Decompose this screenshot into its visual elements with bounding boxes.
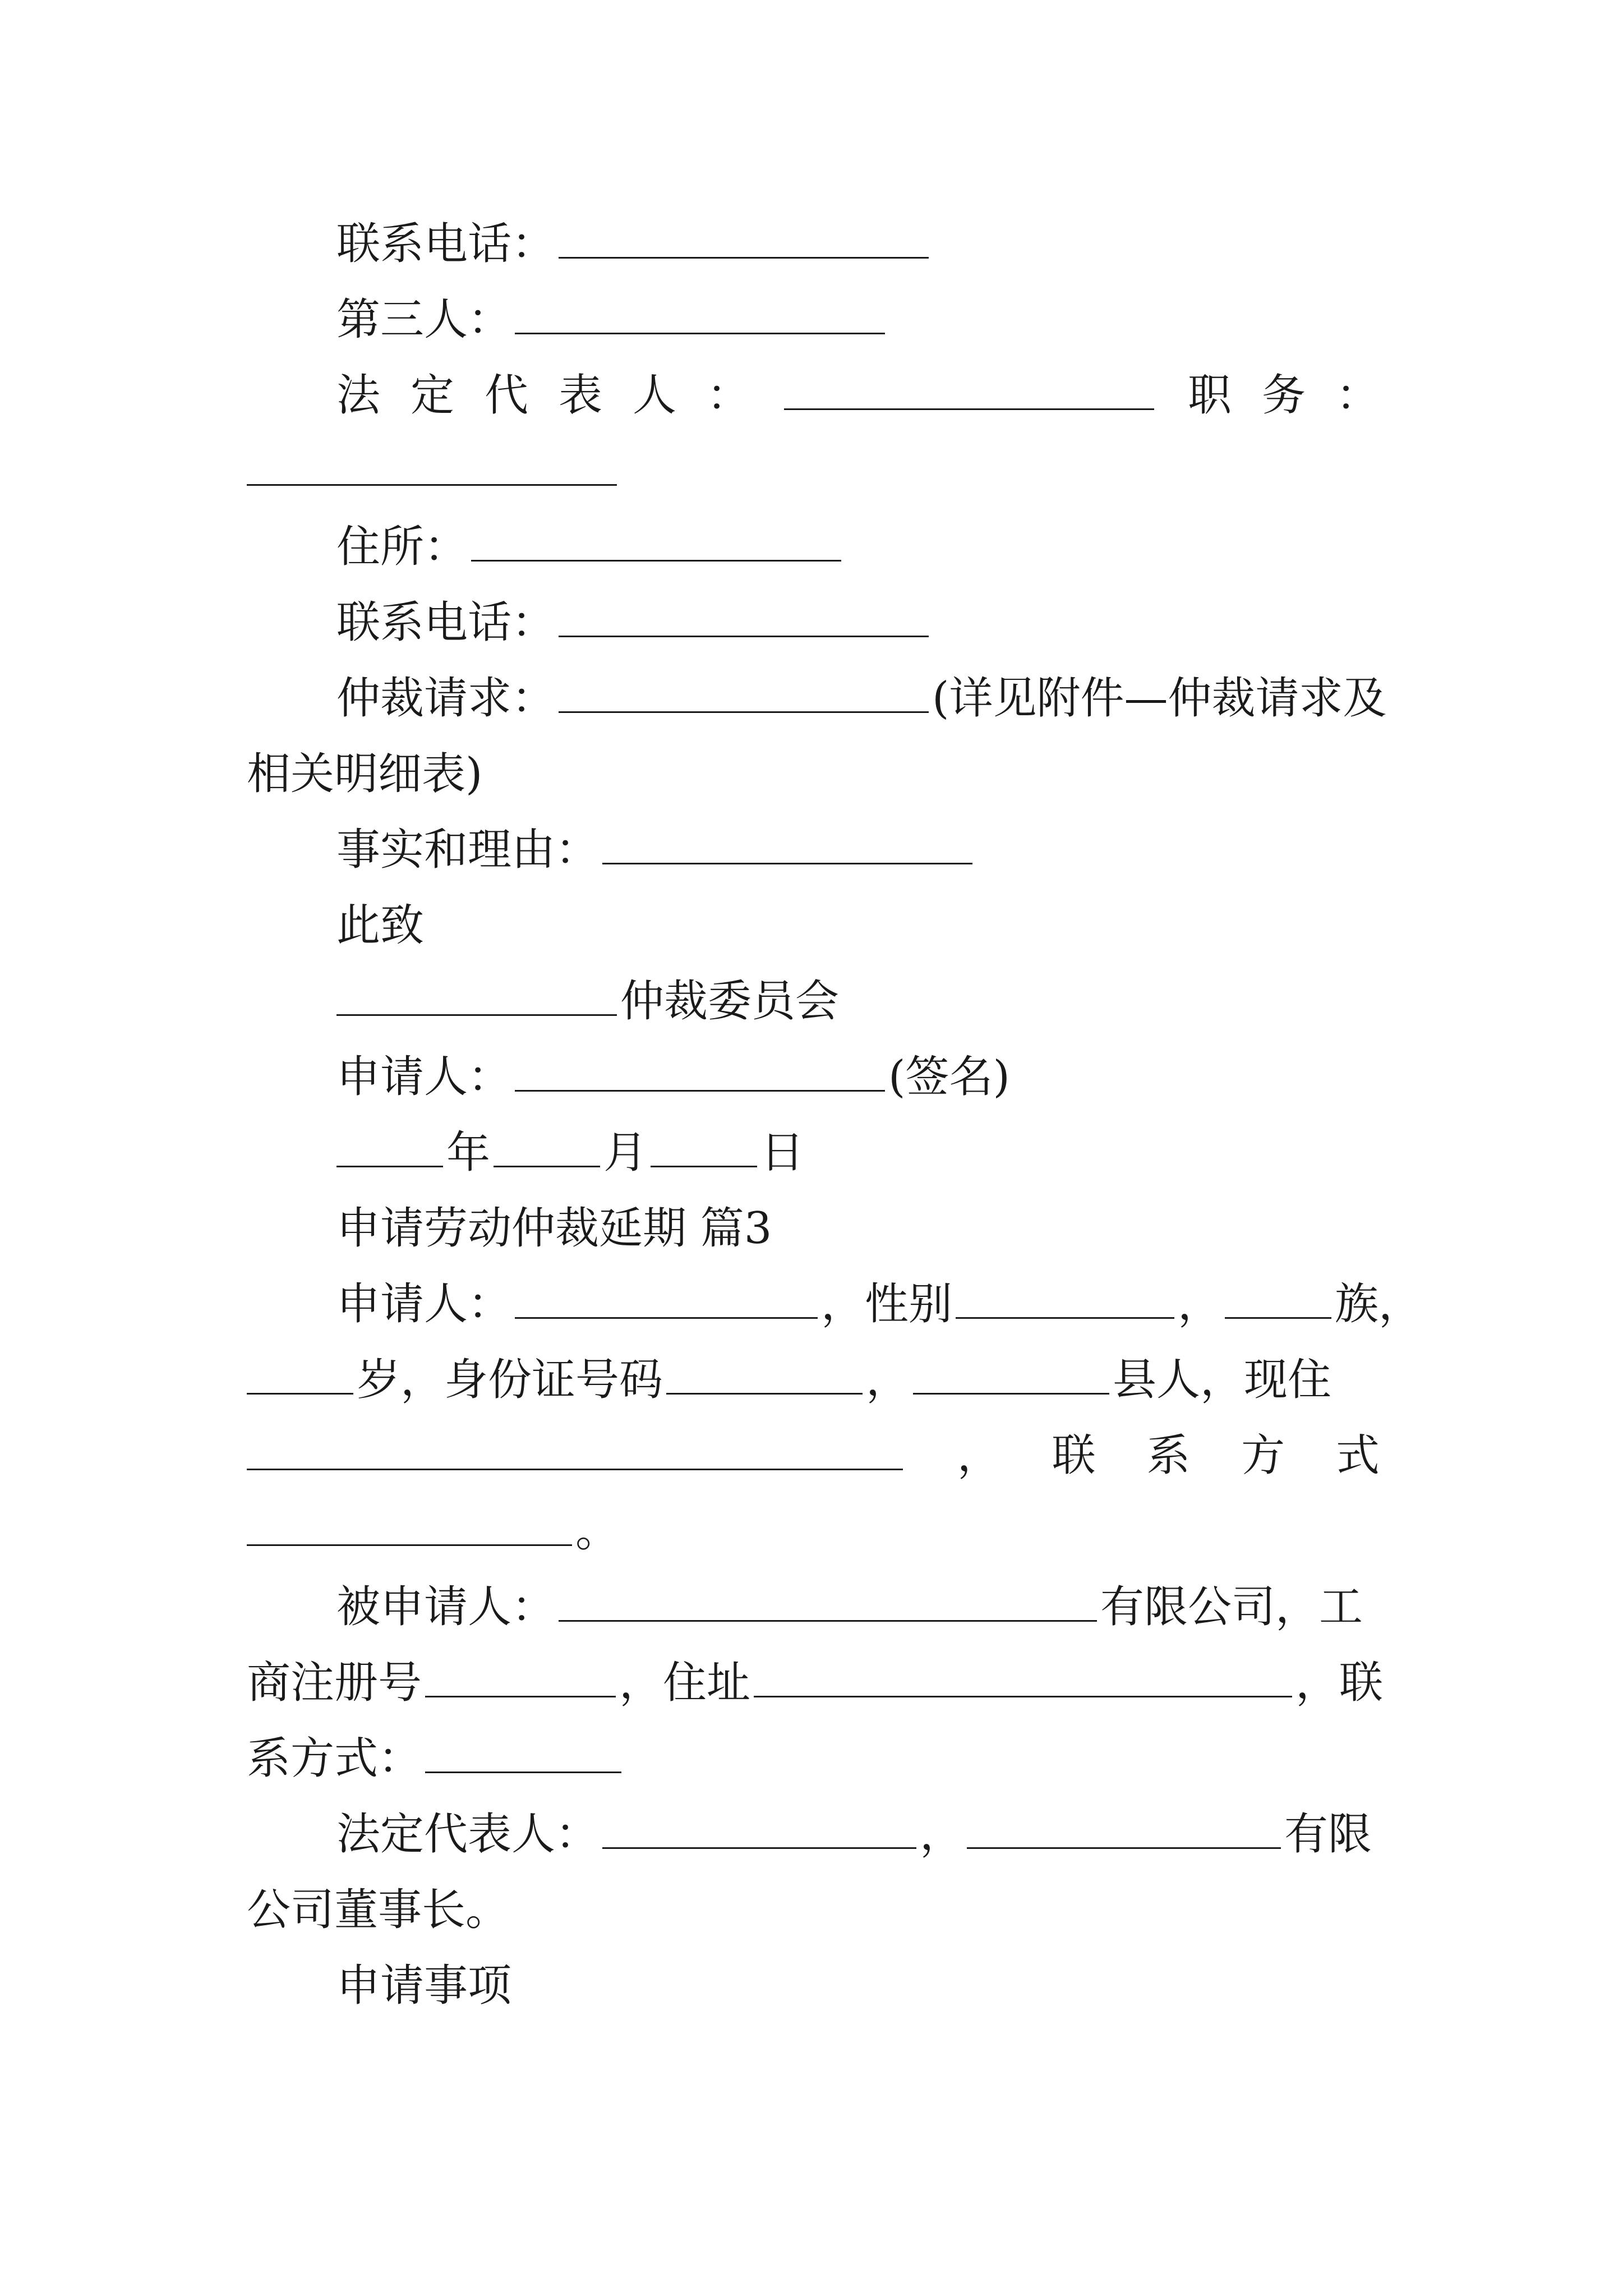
arb-request-line [336,670,1386,726]
committee-blank [336,976,617,1016]
applicant-sign-blank [515,1052,885,1092]
contact-tail: ，联 [1295,1658,1384,1708]
contact-char: 方 [1241,1430,1285,1481]
legal-rep2-blank [602,1809,916,1849]
comma: ， [866,1355,910,1405]
reg-line [247,1655,1383,1711]
applicant-sign-label: 申请人： [336,1052,512,1102]
phone-line-2 [336,595,932,651]
legal-rep-char: 代 [485,370,529,421]
id-blank [666,1355,863,1395]
company2-blank [967,1809,1281,1849]
arb-request-label: 仲裁请求： [336,673,556,724]
company-tail2: 有限 [1284,1809,1372,1860]
gender-blank [956,1279,1174,1319]
addr-label: ，住址 [619,1658,751,1708]
phone-label: 联系电话： [336,219,556,269]
year-label: 年 [446,1128,491,1178]
committee-line [336,973,839,1029]
applicant-sign-line [336,1049,1010,1105]
ethnic-blank [1225,1279,1331,1319]
sign-tail: (签名) [888,1052,1010,1102]
phone-label: 联系电话： [336,597,556,648]
phone-blank [559,219,929,259]
phone-blank [559,597,929,637]
legal-rep2-label: 法定代表人： [336,1809,600,1860]
arb-request-cont-line [247,746,482,802]
age-line [247,1352,1331,1408]
position-char: 务 [1261,370,1306,421]
position-blank [247,446,617,486]
applicant-line [336,1276,1422,1332]
month-label: 月 [603,1128,648,1178]
section-title-line [336,1200,772,1257]
arb-request-tail: (详见附件—仲裁请求及 [932,673,1387,724]
reg-no-label: 商注册号 [247,1658,422,1708]
contact-char: 式 [1335,1430,1380,1481]
contact-blank [247,1506,572,1546]
section-title: 申请劳动仲裁延期 篇3 [336,1203,772,1254]
legal-rep-line [336,367,1380,424]
legal-rep-char: 定 [411,370,455,421]
third-party-label: 第三人： [336,295,512,345]
reg-no-blank [425,1658,616,1697]
applicant-label: 申请人： [336,1279,512,1329]
salutation-line [336,898,424,954]
facts-line [336,822,976,878]
age-label: 岁，身份证号码 [357,1355,663,1405]
address-line [336,519,845,575]
address-blank [471,522,841,562]
position-char: 职 [1187,370,1232,421]
county-blank [913,1355,1109,1395]
day-label: 日 [760,1128,805,1178]
arb-request-cont: 相关明细表) [247,749,483,799]
matters-heading: 申请事项 [336,1961,512,2011]
legal-rep-char: 表 [559,370,603,421]
month-blank [494,1128,600,1167]
age-blank [247,1355,353,1395]
respondent-line [336,1579,1363,1635]
contact-char: ， [957,1430,1001,1481]
position-char: ： [1335,370,1380,421]
comma: ， [920,1809,964,1860]
date-line [336,1125,804,1181]
comma: ， [1178,1279,1222,1329]
respondent-label: 被申请人： [336,1582,556,1632]
matters-line [336,1958,511,2014]
chairman: 公司董事长。 [247,1885,510,1935]
legal-rep-char: ： [707,370,751,421]
gender-label: ，性别 [821,1279,953,1329]
third-party-line [336,292,888,348]
facts-label: 事实和理由： [336,825,600,875]
contact-line [247,1731,625,1787]
year-blank [336,1128,443,1167]
ethnic-label: 族， [1335,1279,1423,1329]
county-label: 县人，现住 [1113,1355,1332,1405]
legal-rep-char: 法 [336,370,381,421]
applicant-blank [515,1279,818,1319]
respondent-blank [559,1582,1097,1622]
contact-char: 系 [1146,1430,1191,1481]
day-blank [651,1128,757,1167]
salutation: 此致 [336,900,425,951]
phone-line-1 [336,216,932,272]
legal-rep-blank [784,370,1154,410]
company-tail: 有限公司，工 [1100,1582,1363,1632]
address-label: 住所： [336,522,468,572]
residence-line [247,1428,1380,1484]
legal-rep-char: 人 [633,370,677,421]
position-blank-line [247,443,620,499]
third-party-blank [515,295,885,334]
contact-blank-line [247,1503,619,1559]
residence-blank [247,1430,903,1470]
facts-blank [602,825,972,864]
contact-char: 联 [1052,1430,1096,1481]
legal-rep2-line [336,1806,1372,1862]
chairman-line [247,1882,509,1938]
contact-blank [425,1733,621,1773]
period: 。 [575,1506,620,1557]
addr-blank [754,1658,1292,1697]
arb-request-blank [559,673,929,713]
contact-label: 系方式： [247,1733,422,1784]
committee-label: 仲裁委员会 [620,976,840,1027]
